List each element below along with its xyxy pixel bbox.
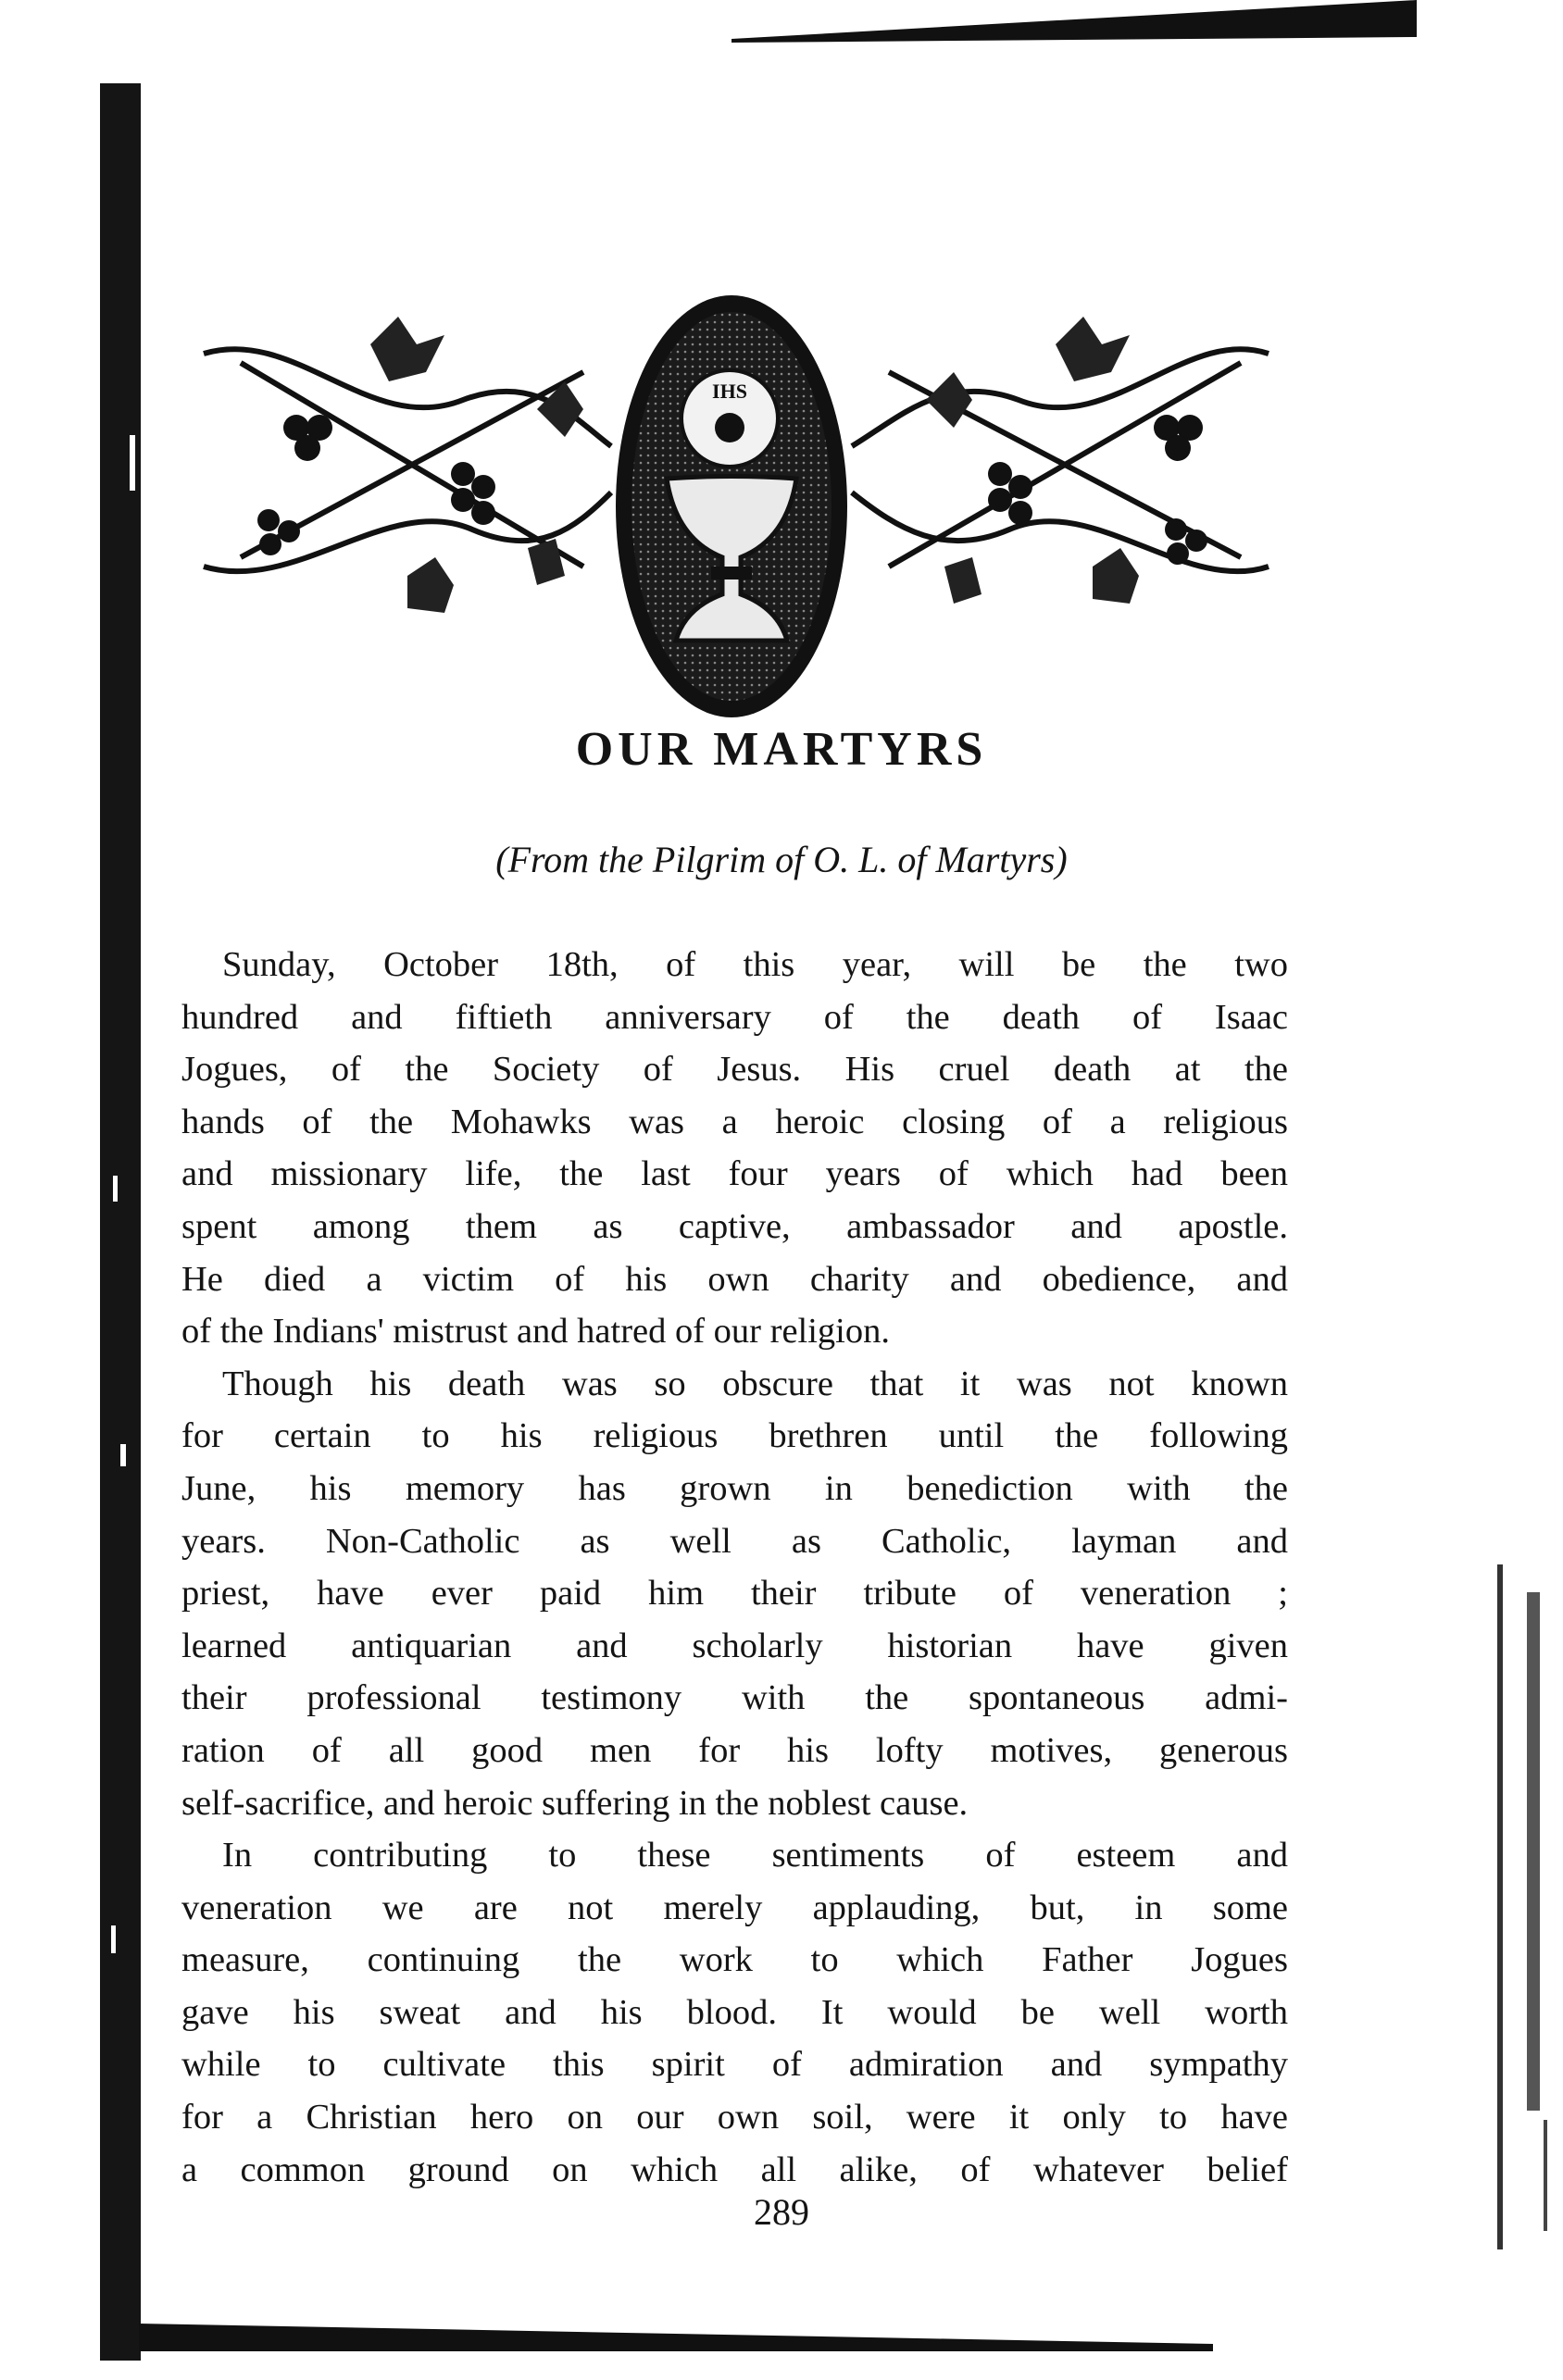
text-line: In contributing to these sentiments of esteem and	[222, 1836, 1288, 1875]
scan-edge-bottom	[139, 2324, 1213, 2351]
text-line: a common ground on which all alike, of whatever belief	[181, 2149, 1288, 2189]
text-line: Jogues, of the Society of Jesus. His cruel death at the	[181, 1050, 1288, 1090]
text-line: spent among them as captive, ambassador and apostle.	[181, 1206, 1288, 1246]
text-line: their professional testimony with the spontaneous admi-	[181, 1678, 1288, 1718]
paragraph-2	[181, 1358, 1288, 1829]
text-line: priest, have ever paid him their tribute of veneration ;	[181, 1574, 1288, 1614]
text-line: while to cultivate this spirit of admiration and sympathy	[181, 2045, 1288, 2085]
paragraph-1	[181, 939, 1288, 1358]
text-line: for certain to his religious brethren until the following	[181, 1416, 1288, 1456]
scan-edge-top	[731, 0, 1417, 44]
text-line: learned antiquarian and scholarly historian have given	[181, 1626, 1288, 1665]
page-number: 289	[754, 2191, 809, 2233]
text-line: years. Non-Catholic as well as Catholic, layman and	[181, 1521, 1288, 1561]
text-line: hundred and fiftieth anniversary of the death of Isaac	[181, 997, 1288, 1037]
svg-text:IHS: IHS	[712, 380, 747, 403]
text-line: Sunday, October 18th, of this year, will be the two	[222, 945, 1288, 984]
text-line: He died a victim of his own charity and obedience, and	[181, 1259, 1288, 1299]
text-line: veneration we are not merely applauding, but, in some	[181, 1888, 1288, 1927]
text-line: self-sacrifice, and heroic suffering in the noblest cause.	[181, 1783, 969, 1823]
paragraph-3	[181, 1829, 1288, 2196]
text-line: of the Indians' mistrust and hatred of our religion.	[181, 1312, 890, 1352]
text-line: for a Christian hero on our own soil, were it only to have	[181, 2098, 1288, 2137]
body-text	[181, 939, 1288, 2196]
page-title: OUR MARTYRS	[575, 723, 988, 776]
scan-edge-right	[1495, 1564, 1560, 2259]
text-line: hands of the Mohawks was a heroic closing of a religious	[181, 1102, 1288, 1141]
text-line: Though his death was so obscure that it was not known	[222, 1364, 1288, 1403]
text-line: ration of all good men for his lofty motives, generous	[181, 1730, 1288, 1770]
text-line: and missionary life, the last four years of which had been	[181, 1154, 1288, 1194]
text-line: June, his memory has grown in benediction with the	[181, 1468, 1288, 1508]
text-line: measure, continuing the work to which Father Jogues	[181, 1940, 1288, 1980]
page-subtitle: (From the Pilgrim of O. L. of Martyrs)	[495, 839, 1068, 880]
chalice-host-vine-ornament-icon	[185, 289, 1278, 724]
text-line: gave his sweat and his blood. It would be well worth	[181, 1992, 1288, 2032]
scan-edge-left	[93, 83, 148, 2361]
